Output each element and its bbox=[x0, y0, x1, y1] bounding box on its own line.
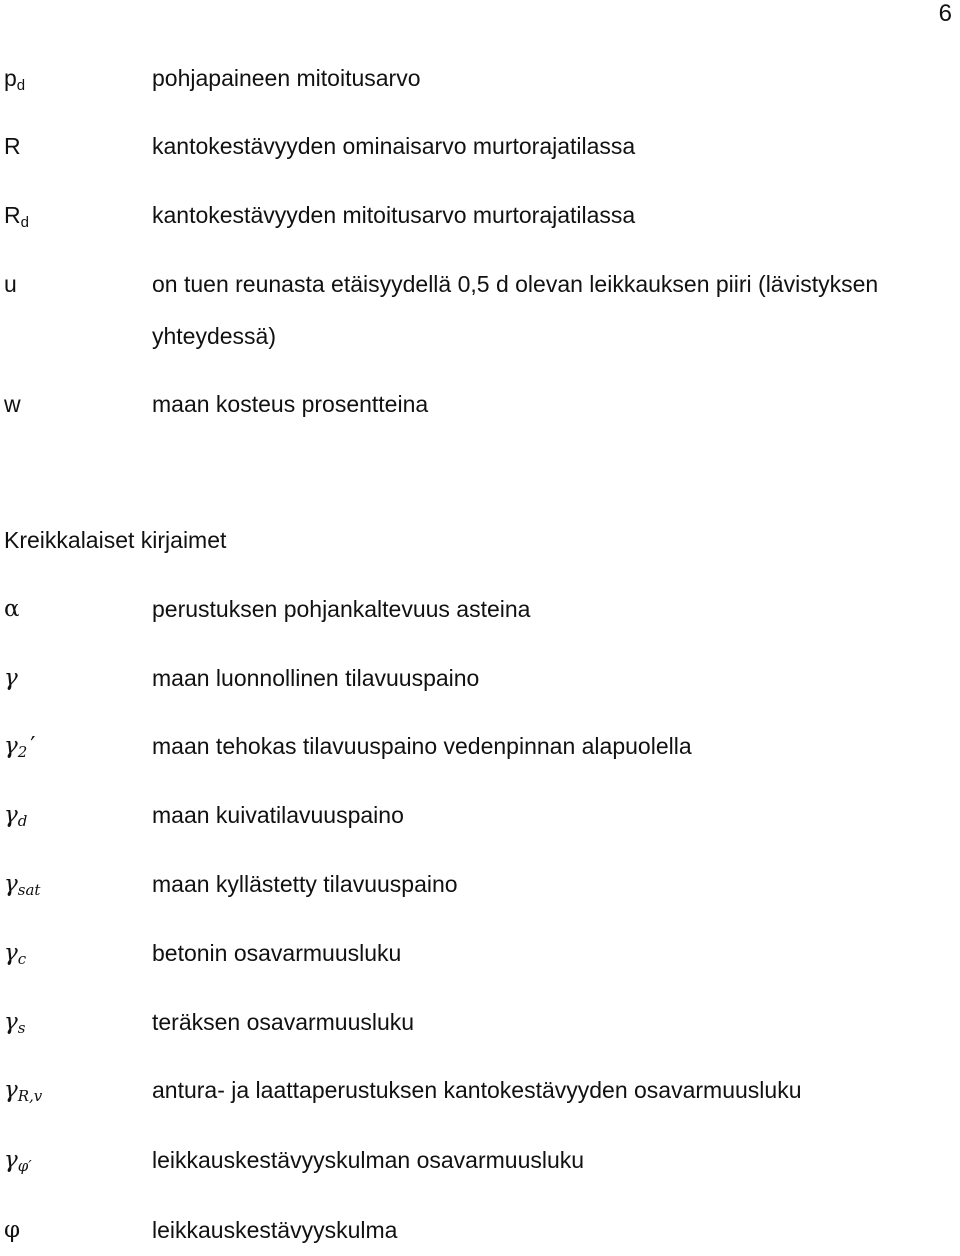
symbol: $\gamma_{\varphi'}$ bbox=[4, 1147, 32, 1175]
symbol-description: kantokestävyyden ominaisarvo murtorajatilassa bbox=[152, 133, 636, 159]
symbol: $\gamma_d$ bbox=[4, 802, 28, 830]
symbol: $p_d$ bbox=[4, 65, 26, 94]
symbol: φ bbox=[4, 1217, 21, 1243]
symbol-description: maan kosteus prosentteina bbox=[152, 391, 429, 417]
symbol-description: maan kyllästetty tilavuuspaino bbox=[152, 871, 458, 897]
symbol-description: pohjapaineen mitoitusarvo bbox=[152, 65, 421, 91]
section-heading-greek: Kreikkalaiset kirjaimet bbox=[4, 527, 227, 553]
symbol-description: betonin osavarmuusluku bbox=[152, 940, 402, 966]
symbol-description: leikkauskestävyyskulma bbox=[152, 1217, 398, 1243]
symbol: R bbox=[4, 133, 21, 159]
symbol-description: on tuen reunasta etäisyydellä 0,5 d olevan leikkauksen piiri (lävistyksen yhteydessä) bbox=[152, 271, 879, 349]
symbol-description: kantokestävyyden mitoitusarvo murtorajatilassa bbox=[152, 202, 636, 228]
symbol: $\gamma_2$ ′ bbox=[4, 733, 36, 761]
symbol-description: maan luonnollinen tilavuuspaino bbox=[152, 665, 480, 691]
page-number: 6 bbox=[938, 0, 952, 27]
symbol-description: maan tehokas tilavuuspaino vedenpinnan alapuolella bbox=[152, 733, 692, 759]
symbol: $\gamma_s$ bbox=[4, 1009, 26, 1037]
symbol: $\gamma_c$ bbox=[4, 940, 27, 968]
symbol: $\gamma_{R,v}$ bbox=[4, 1077, 43, 1105]
symbol-description: maan kuivatilavuuspaino bbox=[152, 802, 404, 828]
symbol: w bbox=[4, 391, 21, 417]
symbol: α bbox=[4, 596, 20, 622]
symbol-description: leikkauskestävyyskulman osavarmuusluku bbox=[152, 1147, 585, 1173]
symbol: $\gamma_{sat}$ bbox=[4, 871, 41, 899]
symbol-description: perustuksen pohjankaltevuus asteina bbox=[152, 596, 531, 622]
symbol: u bbox=[4, 271, 17, 297]
symbol: $R_d$ bbox=[4, 202, 29, 231]
symbol: γ bbox=[4, 665, 18, 691]
symbol-description: antura- ja laattaperustuksen kantokestävyyden osavarmuusluku bbox=[152, 1077, 802, 1103]
symbol-description: teräksen osavarmuusluku bbox=[152, 1009, 415, 1035]
